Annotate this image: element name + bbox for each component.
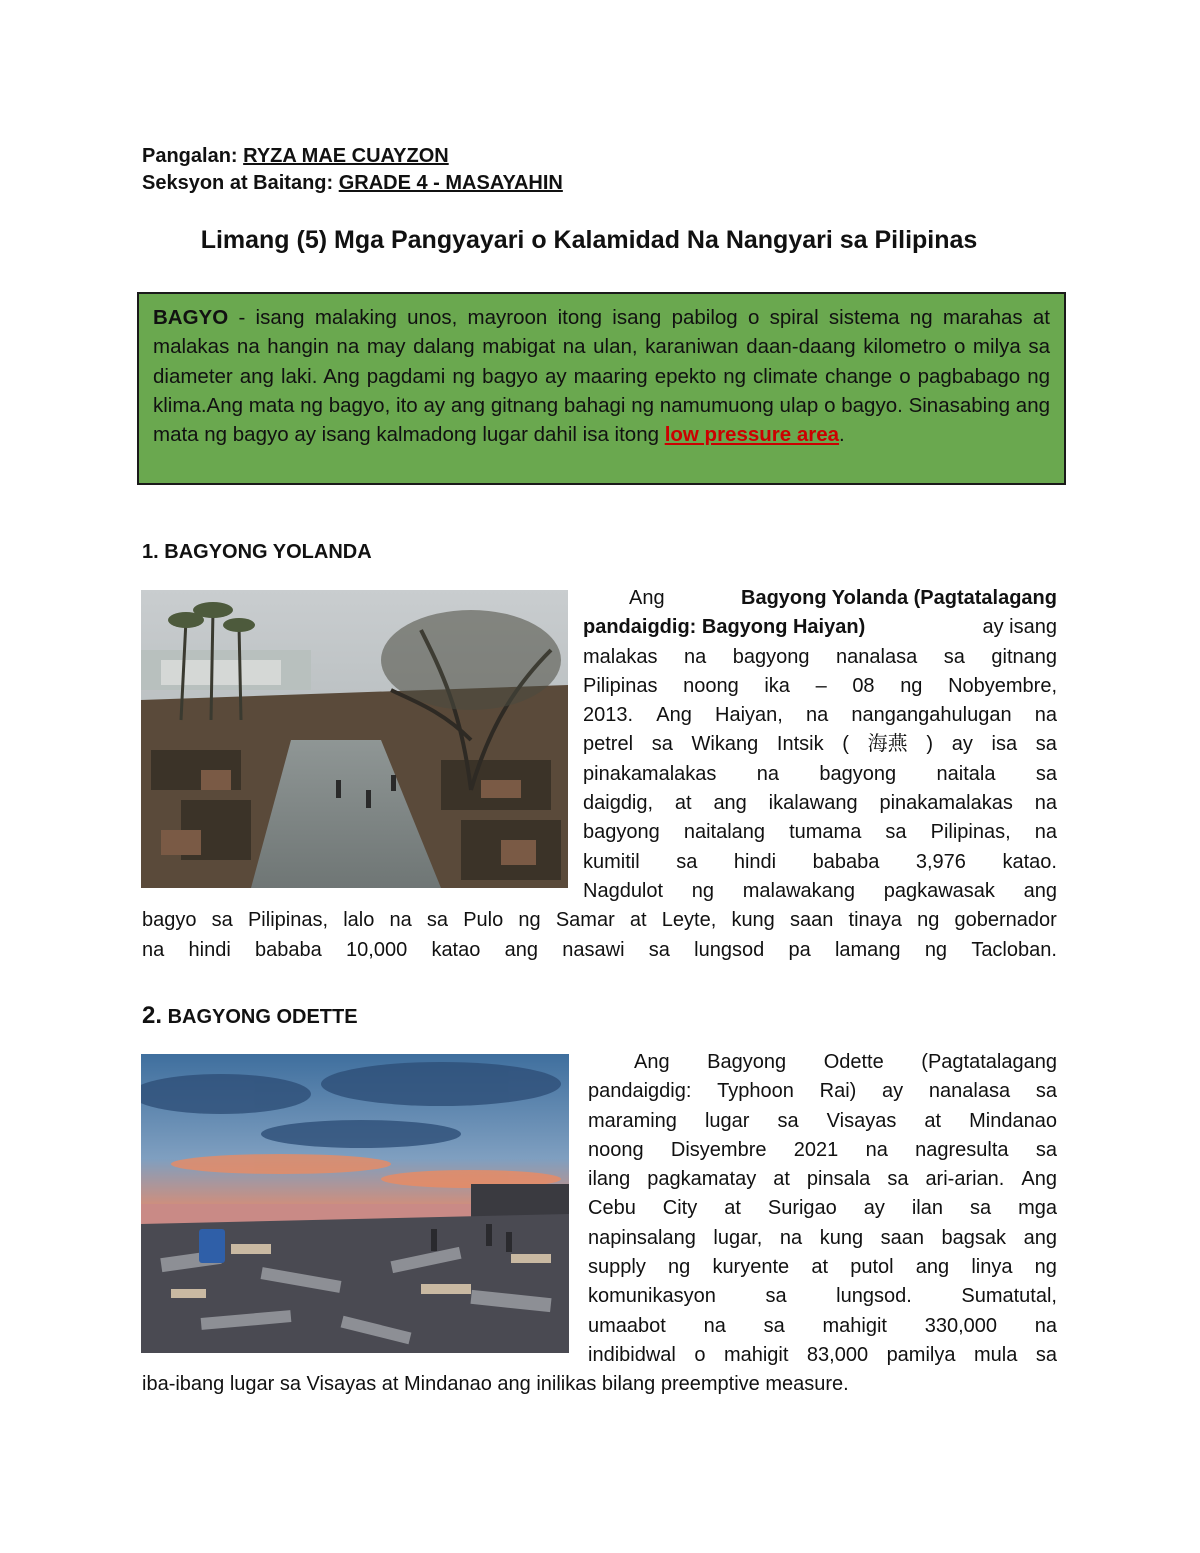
word: Disyembre: [670, 1138, 767, 1161]
s1-line-3: [583, 643, 1057, 672]
word: Nobyembre,: [948, 674, 1057, 697]
word: at: [724, 1197, 741, 1220]
word: pinakamalakas: [879, 792, 1013, 815]
word: bagyong: [583, 821, 660, 844]
word: Haiyan,: [715, 704, 783, 727]
s2-line-10: [588, 1312, 1057, 1341]
s2-line-1: [588, 1048, 1057, 1077]
definition-highlight: low pressure area: [664, 423, 840, 447]
word: 330,000: [924, 1314, 997, 1337]
word: Tacloban.: [971, 938, 1057, 961]
word: ang: [1023, 1226, 1057, 1249]
word: bababa: [255, 938, 322, 961]
word: Surigao: [767, 1197, 837, 1220]
word: bagyong: [819, 762, 897, 785]
word: mga: [1018, 1197, 1057, 1220]
word: lugar,: [713, 1226, 763, 1249]
word: at: [811, 1256, 829, 1279]
section-2-title: BAGYONG ODETTE: [162, 1006, 358, 1028]
word: (Pagtatalagang: [921, 1051, 1057, 1073]
word: ilan: [911, 1197, 943, 1220]
word: at: [674, 792, 692, 815]
word: Leyte,: [661, 909, 717, 932]
s1-line-12: [142, 906, 1057, 935]
word: 08: [852, 674, 875, 697]
section-1-wrapped-text: [583, 643, 1057, 907]
word: (: [842, 733, 849, 756]
word: nangangahulugan: [851, 704, 1012, 727]
word: 海燕: [867, 733, 908, 756]
word: sa: [943, 645, 965, 668]
word: na: [1034, 704, 1057, 727]
word: na: [389, 909, 412, 932]
word: kuryente: [712, 1256, 790, 1279]
word: mahigit: [723, 1343, 789, 1366]
section-label: Seksyon at Baitang:: [142, 172, 339, 194]
s1-line-6: [583, 730, 1057, 759]
word: sa: [676, 850, 698, 873]
word: Visayas: [826, 1109, 897, 1132]
word: umaabot: [588, 1314, 666, 1337]
s2-line-9: [588, 1282, 1057, 1311]
word: Sumatutal,: [961, 1285, 1057, 1308]
word: ng: [900, 674, 923, 697]
word: nagresulta: [915, 1138, 1009, 1161]
word: sa: [763, 1314, 785, 1337]
s2-line-4: [588, 1136, 1057, 1165]
word: Wikang: [691, 733, 759, 756]
word: katao: [431, 938, 481, 961]
word: –: [815, 674, 827, 697]
word: ng: [691, 879, 715, 902]
word: lungsod: [694, 938, 765, 961]
word: Pilipinas,: [247, 909, 329, 932]
odette-photo-icon: [141, 1054, 569, 1353]
word: supply: [588, 1256, 646, 1279]
word: ng: [924, 938, 948, 961]
word: indibidwal: [588, 1343, 676, 1366]
section-2-number: 2.: [142, 1002, 163, 1029]
word: Samar: [555, 909, 615, 932]
s1-line-10: [583, 848, 1057, 877]
word: sa: [1035, 762, 1057, 785]
word: nasawi: [562, 938, 625, 961]
word: kumitil: [583, 850, 640, 873]
word: 10,000: [346, 938, 408, 961]
word: pinakamalakas: [583, 762, 717, 785]
s2-line-12: iba-ibang lugar sa Visayas at Mindanao ang inilikas bilang preemptive measure.: [142, 1373, 849, 1396]
word: petrel: [583, 733, 634, 756]
word: ng: [917, 909, 940, 932]
word: gobernador: [954, 909, 1057, 932]
yolanda-photo-icon: [141, 590, 568, 888]
word: malakas: [583, 645, 658, 668]
word: kung: [819, 1226, 864, 1249]
word: at: [773, 1168, 790, 1191]
word: na: [805, 704, 829, 727]
word: ay: [863, 1197, 885, 1220]
word: noong: [588, 1138, 644, 1161]
word: malawakang: [742, 879, 856, 902]
word: katao.: [1002, 850, 1057, 873]
word: bagyong: [732, 645, 810, 668]
word: pa: [788, 938, 811, 961]
word: na: [756, 762, 780, 785]
word: Ang: [1021, 1168, 1057, 1191]
word: Nagdulot: [583, 879, 664, 902]
word: Intsik: [776, 733, 824, 756]
word: ): [926, 733, 934, 756]
word: na: [779, 1226, 803, 1249]
word: o: [694, 1343, 706, 1366]
word: noong: [683, 674, 739, 697]
section-2-heading: [142, 1002, 358, 1030]
section-1-full-text: [142, 906, 1057, 965]
s2-line-8: [588, 1253, 1057, 1282]
s1-line-9: [583, 818, 1057, 847]
word: sa: [969, 1197, 992, 1220]
word: lamang: [834, 938, 901, 961]
word: linya: [971, 1256, 1013, 1279]
word: maraming: [588, 1109, 677, 1132]
word: sa: [885, 821, 907, 844]
section-1-text-wrap: [583, 584, 1057, 643]
s1-line-8: [583, 789, 1057, 818]
word: sa: [651, 733, 673, 756]
word: sa: [648, 938, 670, 961]
s1-line-2: pandaigdig: Bagyong Haiyan) ay isang: [583, 616, 1057, 639]
word: sa: [1035, 1080, 1057, 1103]
word: kung: [731, 909, 775, 932]
word: ika: [764, 674, 790, 697]
word: Pilipinas: [583, 674, 658, 697]
word: ang: [713, 792, 747, 815]
word: ng: [668, 1256, 691, 1279]
word: Typhoon: [717, 1080, 794, 1103]
word: ng: [518, 909, 541, 932]
definition-end: .: [839, 423, 845, 447]
word: sa: [887, 1168, 909, 1191]
word: 2013.: [583, 704, 634, 727]
word: na: [703, 1314, 726, 1337]
word: ng: [1034, 1256, 1057, 1279]
word: na: [865, 1138, 888, 1161]
s2-line-7: [588, 1224, 1057, 1253]
word: napinsalang: [588, 1226, 696, 1249]
word: daigdig,: [583, 792, 654, 815]
document-title: Limang (5) Mga Pangyayari o Kalamidad Na Nangyari sa Pilipinas: [200, 226, 978, 254]
word: sa: [426, 909, 449, 932]
word: ang: [1023, 879, 1057, 902]
word: Ang: [634, 1051, 670, 1073]
word: bababa: [812, 850, 880, 873]
word: isa: [991, 733, 1018, 756]
word: na: [1034, 1314, 1057, 1337]
word: saan: [880, 1226, 924, 1249]
word: 83,000: [806, 1343, 869, 1366]
word: nanalasa: [928, 1080, 1011, 1103]
word: ilang: [588, 1168, 631, 1191]
word: Ang: [656, 704, 692, 727]
word: na: [1034, 792, 1057, 815]
name-row: [142, 143, 563, 170]
section-1-title: BAGYONG YOLANDA: [158, 541, 372, 563]
word: gitnang: [991, 645, 1057, 668]
word: ari-arian.: [925, 1168, 1005, 1191]
word: na: [1034, 821, 1057, 844]
typhoon-odette-photo: [141, 1054, 569, 1353]
word: ang: [915, 1256, 950, 1279]
s1-line-4: [583, 672, 1057, 701]
s2-line-5: [588, 1165, 1057, 1194]
word: ang: [504, 938, 538, 961]
word: na: [684, 645, 707, 668]
word: na: [142, 938, 165, 961]
word: pinsala: [806, 1168, 871, 1191]
section-row: [142, 170, 563, 197]
s2-line-11: [588, 1341, 1057, 1370]
word: tumama: [789, 821, 862, 844]
word: sa: [765, 1285, 787, 1308]
word: lungsod.: [836, 1285, 912, 1308]
word: sa: [1035, 1343, 1057, 1366]
word: lalo: [343, 909, 375, 932]
word: mula: [973, 1343, 1018, 1366]
word: Cebu: [588, 1197, 636, 1220]
word: pagkamatay: [647, 1168, 757, 1191]
s2-line-3: [588, 1107, 1057, 1136]
s1-line-1: Ang Bagyong Yolanda (Pagtatalagang: [629, 587, 1057, 609]
word: Odette: [823, 1051, 884, 1073]
word: Rai): [819, 1080, 857, 1103]
typhoon-yolanda-photo: [141, 590, 568, 888]
word: Mindanao: [969, 1109, 1057, 1132]
word: pagkawasak: [883, 879, 995, 902]
s1-line-11: [583, 877, 1057, 906]
word: tinaya: [848, 909, 902, 932]
s1-line-13: [142, 936, 1057, 965]
s2-line-6: [588, 1194, 1057, 1223]
word: ay: [882, 1080, 904, 1103]
word: at: [924, 1109, 942, 1132]
word: bagsak: [941, 1226, 1007, 1249]
word: naitalang: [683, 821, 766, 844]
word: pandaigdig:: [588, 1080, 692, 1103]
word: 2021: [793, 1138, 839, 1161]
word: sa: [777, 1109, 799, 1132]
definition-term: BAGYO: [153, 306, 229, 329]
name-value: RYZA MAE CUAYZON: [243, 145, 449, 167]
word: City: [662, 1197, 698, 1220]
section-2-wrapped-text: [588, 1048, 1057, 1370]
word: sa: [1035, 733, 1057, 756]
definition-box: [137, 292, 1066, 485]
word: at: [629, 909, 647, 932]
word: hindi: [188, 938, 231, 961]
word: lugar: [704, 1109, 750, 1132]
word: mahigit: [822, 1314, 887, 1337]
word: 3,976: [915, 850, 966, 873]
s1-line-5: [583, 701, 1057, 730]
section-1-heading: [142, 541, 372, 564]
word: nanalasa: [836, 645, 918, 668]
word: hindi: [733, 850, 777, 873]
word: sa: [1035, 1138, 1057, 1161]
word: ikalawang: [768, 792, 858, 815]
word: Pulo: [463, 909, 504, 932]
section-value: GRADE 4 - MASAYAHIN: [338, 172, 563, 194]
section-1-number: 1.: [142, 541, 159, 563]
s2-line-2: [588, 1077, 1057, 1106]
definition-text: - isang malaking unos, mayroon itong isang pabilog o spiral sistema ng marahas at malakas na hangin na may dalang mabigat na ulan, karaniwan daan-daang kilometro o milya sa diameter ang laki. Ang pagdami ng bagyo ay maaring epekto ng climate change o pagbabago ng klima.Ang mata ng bagyo, ito ay ang gitnang bahagi ng namumuong ulap o bagyo. Sinasabing ang mata ng bagyo ay isang kalmadong lugar dahil isa itong: [153, 306, 1050, 447]
s1-line-7: [583, 760, 1057, 789]
student-info: [142, 143, 563, 197]
word: saan: [789, 909, 834, 932]
word: komunikasyon: [588, 1285, 716, 1308]
word: naitala: [936, 762, 996, 785]
word: Pilipinas,: [930, 821, 1011, 844]
section-2-full-text: [142, 1370, 1057, 1399]
name-label: Pangalan:: [142, 145, 244, 167]
word: putol: [850, 1256, 894, 1279]
word: sa: [211, 909, 233, 932]
word: bagyo: [142, 909, 197, 932]
word: ay: [951, 733, 973, 756]
word: Bagyong: [707, 1051, 787, 1073]
word: pamilya: [886, 1343, 956, 1366]
